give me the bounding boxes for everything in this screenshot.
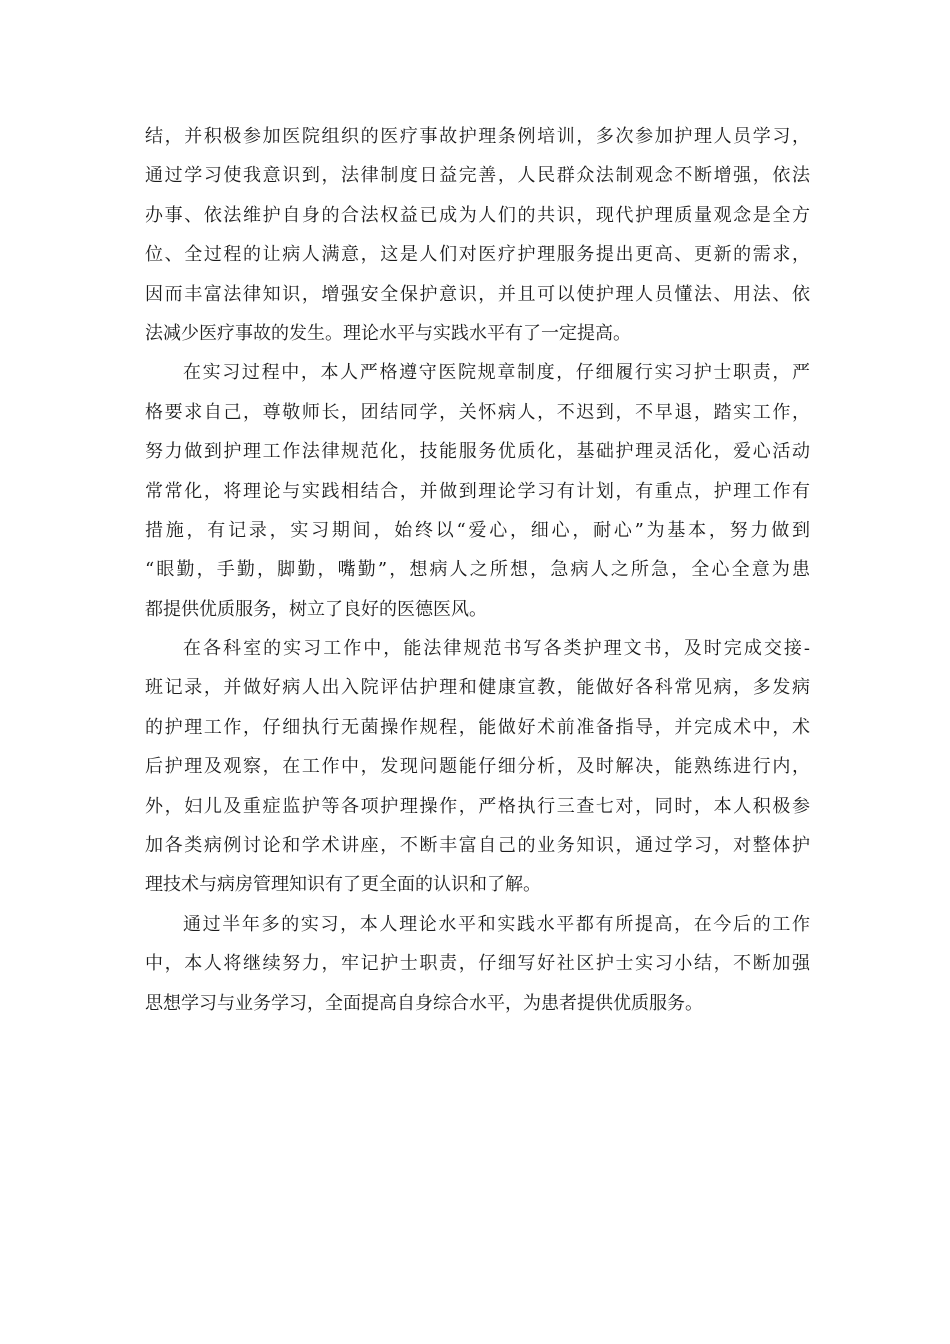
- text-line: “眼勤，手勤，脚勤，嘴勤”，想病人之所想，急病人之所急，全心全意为患: [145, 559, 810, 581]
- text-line: 努力做到护理工作法律规范化，技能服务优质化，基础护理灵活化，爱心活动: [145, 441, 810, 463]
- text-line: 后护理及观察，在工作中，发现问题能仔细分析，及时解决，能熟练进行内，: [145, 756, 810, 778]
- text-line: 因而丰富法律知识，增强安全保护意识，并且可以使护理人员懂法、用法、依: [145, 283, 810, 305]
- text-line: 班记录，并做好病人出入院评估护理和健康宣教，能做好各科常见病，多发病: [145, 677, 810, 699]
- text-line: 中，本人将继续努力，牢记护士职责，仔细写好社区护士实习小结，不断加强: [145, 953, 810, 975]
- text-line: 位、全过程的让病人满意，这是人们对医疗护理服务提出更高、更新的需求，: [145, 244, 810, 266]
- text-line: 法减少医疗事故的发生。理论水平与实践水平有了一定提高。: [145, 322, 631, 344]
- text-line: 思想学习与业务学习，全面提高自身综合水平，为患者提供优质服务。: [145, 992, 703, 1014]
- text-line: 外，妇儿及重症监护等各项护理操作，严格执行三查七对，同时，本人积极参: [145, 795, 810, 817]
- text-line: 格要求自己，尊敬师长，团结同学，关怀病人，不迟到，不早退，踏实工作，: [145, 401, 810, 423]
- paragraph-4: [145, 905, 810, 1023]
- paragraph-2: [145, 353, 810, 629]
- text-line: 理技术与病房管理知识有了更全面的认识和了解。: [145, 874, 541, 896]
- text-line: 办事、依法维护自身的合法权益已成为人们的共识，现代护理质量观念是全方: [145, 204, 810, 226]
- text-line: 在实习过程中，本人严格遵守医院规章制度，仔细履行实习护士职责，严: [183, 362, 810, 384]
- text-line: 措施，有记录，实习期间，始终以“爱心，细心，耐心”为基本，努力做到: [145, 519, 810, 541]
- text-line: 结，并积极参加医院组织的医疗事故护理条例培训，多次参加护理人员学习，: [145, 126, 810, 147]
- document-body: [145, 117, 810, 1023]
- text-line: 通过学习使我意识到，法律制度日益完善，人民群众法制观念不断增强，依法: [145, 165, 810, 187]
- text-line: 常常化，将理论与实践相结合，并做到理论学习有计划，有重点，护理工作有: [145, 480, 810, 502]
- text-line: 都提供优质服务，树立了良好的医德医风。: [145, 598, 487, 620]
- text-line: 通过半年多的实习，本人理论水平和实践水平都有所提高，在今后的工作: [183, 913, 810, 935]
- text-line: 的护理工作，仔细执行无菌操作规程，能做好术前准备指导，并完成术中，术: [145, 716, 810, 738]
- text-line: 加各类病例讨论和学术讲座，不断丰富自己的业务知识，通过学习，对整体护: [145, 835, 810, 857]
- paragraph-1: [145, 117, 810, 353]
- paragraph-3: [145, 629, 810, 905]
- text-line: 在各科室的实习工作中，能法律规范书写各类护理文书，及时完成交接-: [183, 638, 810, 660]
